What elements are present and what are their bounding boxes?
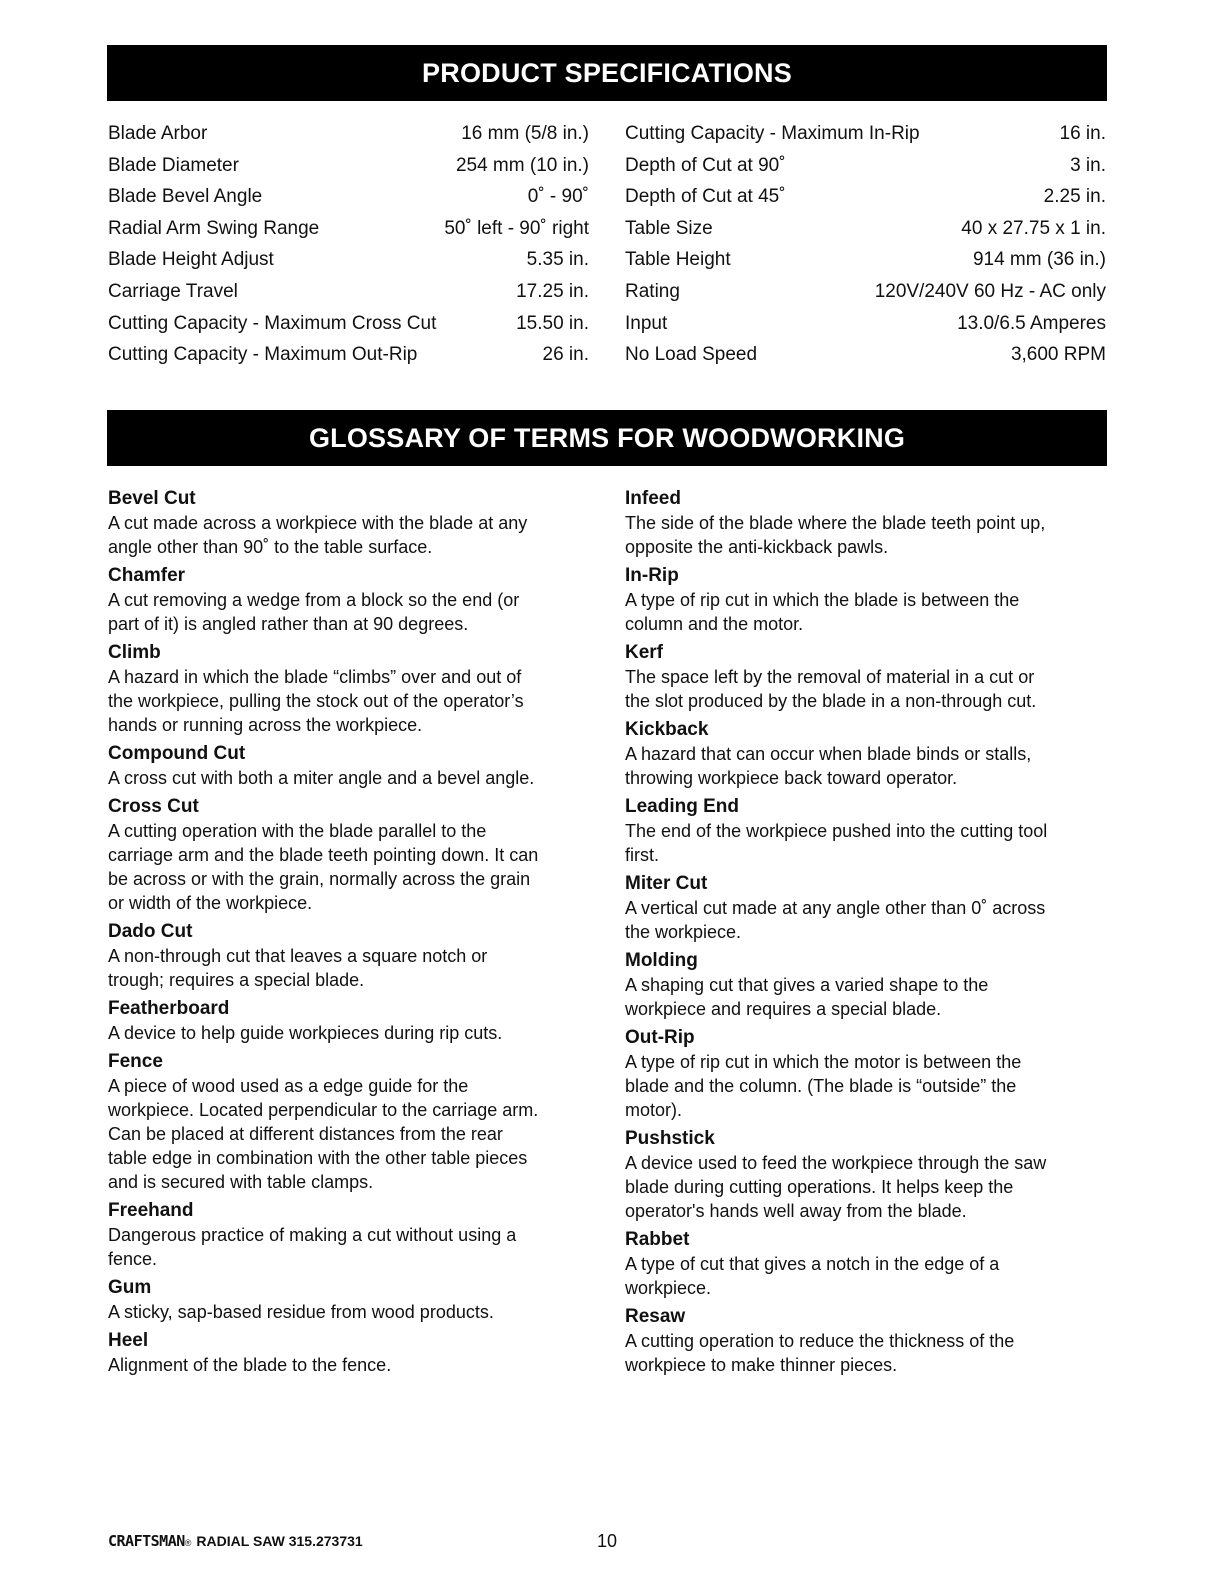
glossary-definition-line: part of it) is angled rather than at 90 degrees. (108, 614, 469, 634)
glossary-term: Chamfer (108, 565, 186, 586)
glossary-definition-line: The end of the workpiece pushed into the cutting tool (625, 821, 1048, 841)
glossary-term: Featherboard (108, 998, 230, 1019)
glossary-definition-line: opposite the anti-kickback pawls. (625, 537, 889, 557)
glossary-definition-line: carriage arm and the blade teeth pointing down. It can (108, 845, 539, 865)
glossary-term: Cross Cut (108, 796, 199, 817)
spec-row (108, 213, 589, 245)
glossary-term: Climb (108, 642, 161, 663)
glossary-entry (108, 997, 593, 1045)
glossary-definition-line: A non-through cut that leaves a square notch or (108, 946, 488, 966)
registered-mark: ® (184, 1538, 192, 1548)
glossary-heading: GLOSSARY OF TERMS FOR WOODWORKING (107, 410, 1107, 466)
glossary-definition-line: motor). (625, 1100, 683, 1120)
spec-row (625, 339, 1106, 371)
glossary-entry (108, 742, 593, 790)
spec-value: 2.25 in. (1043, 186, 1106, 208)
glossary-definition-line: A cut removing a wedge from a block so the end (or (108, 590, 520, 610)
glossary-definition-line: workpiece. (625, 1278, 712, 1298)
glossary-term: Leading End (625, 796, 739, 817)
glossary-entry (108, 564, 593, 636)
spec-label: No Load Speed (625, 344, 758, 366)
glossary-definition-line: A sticky, sap-based residue from wood products. (108, 1302, 494, 1322)
spec-value: 254 mm (10 in.) (455, 154, 589, 176)
spec-row (108, 276, 589, 308)
glossary-definition-line: first. (625, 845, 659, 865)
spec-label: Cutting Capacity - Maximum In-Rip (625, 123, 920, 144)
glossary-term: Kerf (625, 642, 664, 663)
spec-label: Blade Bevel Angle (108, 186, 263, 208)
specifications-right-column (625, 118, 1106, 371)
spec-label: Blade Arbor (108, 123, 208, 144)
glossary-entry (625, 1305, 1110, 1377)
spec-value: 26 in. (542, 344, 589, 366)
glossary-definition-line: operator's hands well away from the blade. (625, 1201, 967, 1221)
spec-value: 914 mm (36 in.) (972, 249, 1106, 271)
glossary-term: Rabbet (625, 1229, 690, 1250)
model-number: RADIAL SAW 315.273731 (196, 1533, 363, 1549)
glossary-definition-line: trough; requires a special blade. (108, 970, 365, 990)
page-number: 10 (597, 1531, 618, 1551)
glossary-entry (625, 949, 1110, 1021)
glossary-definition-line: column and the motor. (625, 614, 804, 634)
spec-row (625, 181, 1106, 213)
spec-row (625, 213, 1106, 245)
spec-row (625, 308, 1106, 340)
spec-value: 40 x 27.75 x 1 in. (961, 217, 1106, 239)
glossary-definition-line: the workpiece, pulling the stock out of the operator’s (108, 691, 524, 711)
spec-row (108, 244, 589, 276)
glossary-entry (625, 1127, 1110, 1223)
glossary-term: Molding (625, 950, 698, 971)
glossary-definition-line: A piece of wood used as a edge guide for the (108, 1076, 469, 1096)
spec-value: 13.0/6.5 Amperes (957, 312, 1106, 334)
glossary-term: Miter Cut (625, 873, 708, 894)
spec-label: Carriage Travel (108, 280, 238, 302)
brand-logo: CRAFTSMAN (108, 1532, 185, 1550)
glossary-term: In-Rip (625, 565, 679, 586)
specifications-left-column (108, 118, 589, 371)
spec-row (108, 118, 589, 150)
glossary-entry (625, 1026, 1110, 1122)
glossary-definition-line: and is secured with table clamps. (108, 1172, 374, 1192)
glossary-definition-line: workpiece and requires a special blade. (625, 999, 942, 1019)
glossary-entry (108, 1276, 593, 1324)
glossary-definition-line: Alignment of the blade to the fence. (108, 1355, 392, 1375)
spec-value: 0˚ - 90˚ (527, 186, 589, 208)
glossary-definition-line: the slot produced by the blade in a non-through cut. (625, 691, 1037, 711)
glossary-definition-line: A type of rip cut in which the blade is between the (625, 590, 1020, 610)
glossary-definition-line: table edge in combination with the other table pieces (108, 1148, 528, 1168)
glossary-definition-line: A shaping cut that gives a varied shape to the (625, 975, 989, 995)
spec-label: Cutting Capacity - Maximum Out-Rip (108, 344, 418, 366)
glossary-term: Fence (108, 1051, 163, 1072)
spec-value: 16 in. (1059, 123, 1106, 144)
glossary-term: Resaw (625, 1306, 686, 1327)
glossary-term: Compound Cut (108, 743, 246, 764)
spec-value: 50˚ left - 90˚ right (444, 217, 589, 239)
spec-label: Table Size (625, 217, 713, 239)
glossary-definition-line: The space left by the removal of material in a cut or (625, 667, 1035, 687)
spec-row (108, 339, 589, 371)
glossary-definition-line: A cutting operation to reduce the thickness of the (625, 1331, 1015, 1351)
spec-row (625, 150, 1106, 182)
glossary-entry (625, 872, 1110, 944)
glossary-entry (108, 1329, 593, 1377)
glossary-term: Pushstick (625, 1128, 715, 1149)
footer (108, 1532, 363, 1550)
spec-label: Table Height (625, 249, 731, 271)
spec-label: Radial Arm Swing Range (108, 217, 320, 239)
glossary-term: Freehand (108, 1200, 194, 1221)
glossary-entry (108, 1199, 593, 1271)
glossary-term: Infeed (625, 488, 681, 509)
glossary-entry (108, 920, 593, 992)
glossary-entry (108, 641, 593, 737)
spec-value: 15.50 in. (516, 312, 589, 334)
glossary-entry (625, 641, 1110, 713)
spec-row (625, 118, 1106, 150)
spec-label: Blade Height Adjust (108, 249, 274, 271)
glossary-entry (625, 564, 1110, 636)
glossary-definition-line: A device used to feed the workpiece through the saw (625, 1153, 1047, 1173)
glossary-left-column (108, 487, 593, 1382)
spec-value: 3,600 RPM (1010, 344, 1106, 366)
glossary-definition-line: Dangerous practice of making a cut without using a (108, 1225, 517, 1245)
spec-row (108, 150, 589, 182)
glossary-definition-line: A vertical cut made at any angle other than 0˚ across (625, 898, 1046, 918)
glossary-definition-line: A type of cut that gives a notch in the edge of a (625, 1254, 1000, 1274)
glossary-definition-line: workpiece to make thinner pieces. (625, 1355, 898, 1375)
spec-value: 16 mm (5/8 in.) (461, 123, 589, 144)
glossary-entry (625, 795, 1110, 867)
spec-row (625, 244, 1106, 276)
glossary-entry (108, 487, 593, 559)
glossary-term: Gum (108, 1277, 152, 1298)
spec-label: Cutting Capacity - Maximum Cross Cut (108, 312, 437, 334)
spec-label: Depth of Cut at 90˚ (625, 154, 786, 176)
glossary-definition-line: The side of the blade where the blade teeth point up, (625, 513, 1046, 533)
spec-value: 120V/240V 60 Hz - AC only (874, 280, 1106, 302)
glossary-definition-line: A cross cut with both a miter angle and a bevel angle. (108, 768, 535, 788)
glossary-entry (625, 1228, 1110, 1300)
glossary-term: Dado Cut (108, 921, 193, 942)
glossary-definition-line: A hazard in which the blade “climbs” over and out of (108, 667, 522, 687)
glossary-term: Kickback (625, 719, 709, 740)
glossary-definition-line: A cutting operation with the blade parallel to the (108, 821, 487, 841)
spec-row (625, 276, 1106, 308)
glossary-definition-line: blade and the column. (The blade is “outside” the (625, 1076, 1017, 1096)
spec-value: 5.35 in. (526, 249, 589, 271)
glossary-definition-line: A type of rip cut in which the motor is between the (625, 1052, 1022, 1072)
spec-label: Input (625, 312, 668, 334)
specifications-heading: PRODUCT SPECIFICATIONS (107, 45, 1107, 101)
glossary-definition-line: the workpiece. (625, 922, 742, 942)
glossary-entry (625, 718, 1110, 790)
glossary-term: Heel (108, 1330, 149, 1351)
glossary-term: Out-Rip (625, 1027, 695, 1048)
spec-row (108, 308, 589, 340)
glossary-definition-line: angle other than 90˚ to the table surface. (108, 537, 433, 557)
spec-label: Rating (625, 280, 680, 302)
glossary-definition-line: A cut made across a workpiece with the blade at any (108, 513, 528, 533)
glossary-definition-line: throwing workpiece back toward operator. (625, 768, 958, 788)
glossary-definition-line: workpiece. Located perpendicular to the carriage arm. (108, 1100, 539, 1120)
spec-row (108, 181, 589, 213)
glossary-term: Bevel Cut (108, 488, 196, 509)
glossary-definition-line: A device to help guide workpieces during rip cuts. (108, 1023, 503, 1043)
spec-value: 3 in. (1070, 154, 1106, 176)
glossary-definition-line: or width of the workpiece. (108, 893, 313, 913)
glossary-entry (108, 795, 593, 915)
glossary-definition-line: Can be placed at different distances from the rear (108, 1124, 503, 1144)
glossary-definition-line: blade during cutting operations. It helps keep the (625, 1177, 1014, 1197)
glossary-definition-line: fence. (108, 1249, 158, 1269)
glossary-definition-line: A hazard that can occur when blade binds or stalls, (625, 744, 1032, 764)
glossary-entry (625, 487, 1110, 559)
glossary-definition-line: be across or with the grain, normally across the grain (108, 869, 531, 889)
spec-label: Blade Diameter (108, 154, 239, 176)
glossary-entry (108, 1050, 593, 1194)
glossary-definition-line: hands or running across the workpiece. (108, 715, 423, 735)
glossary-right-column (625, 487, 1110, 1382)
spec-label: Depth of Cut at 45˚ (625, 186, 786, 208)
spec-value: 17.25 in. (516, 280, 589, 302)
